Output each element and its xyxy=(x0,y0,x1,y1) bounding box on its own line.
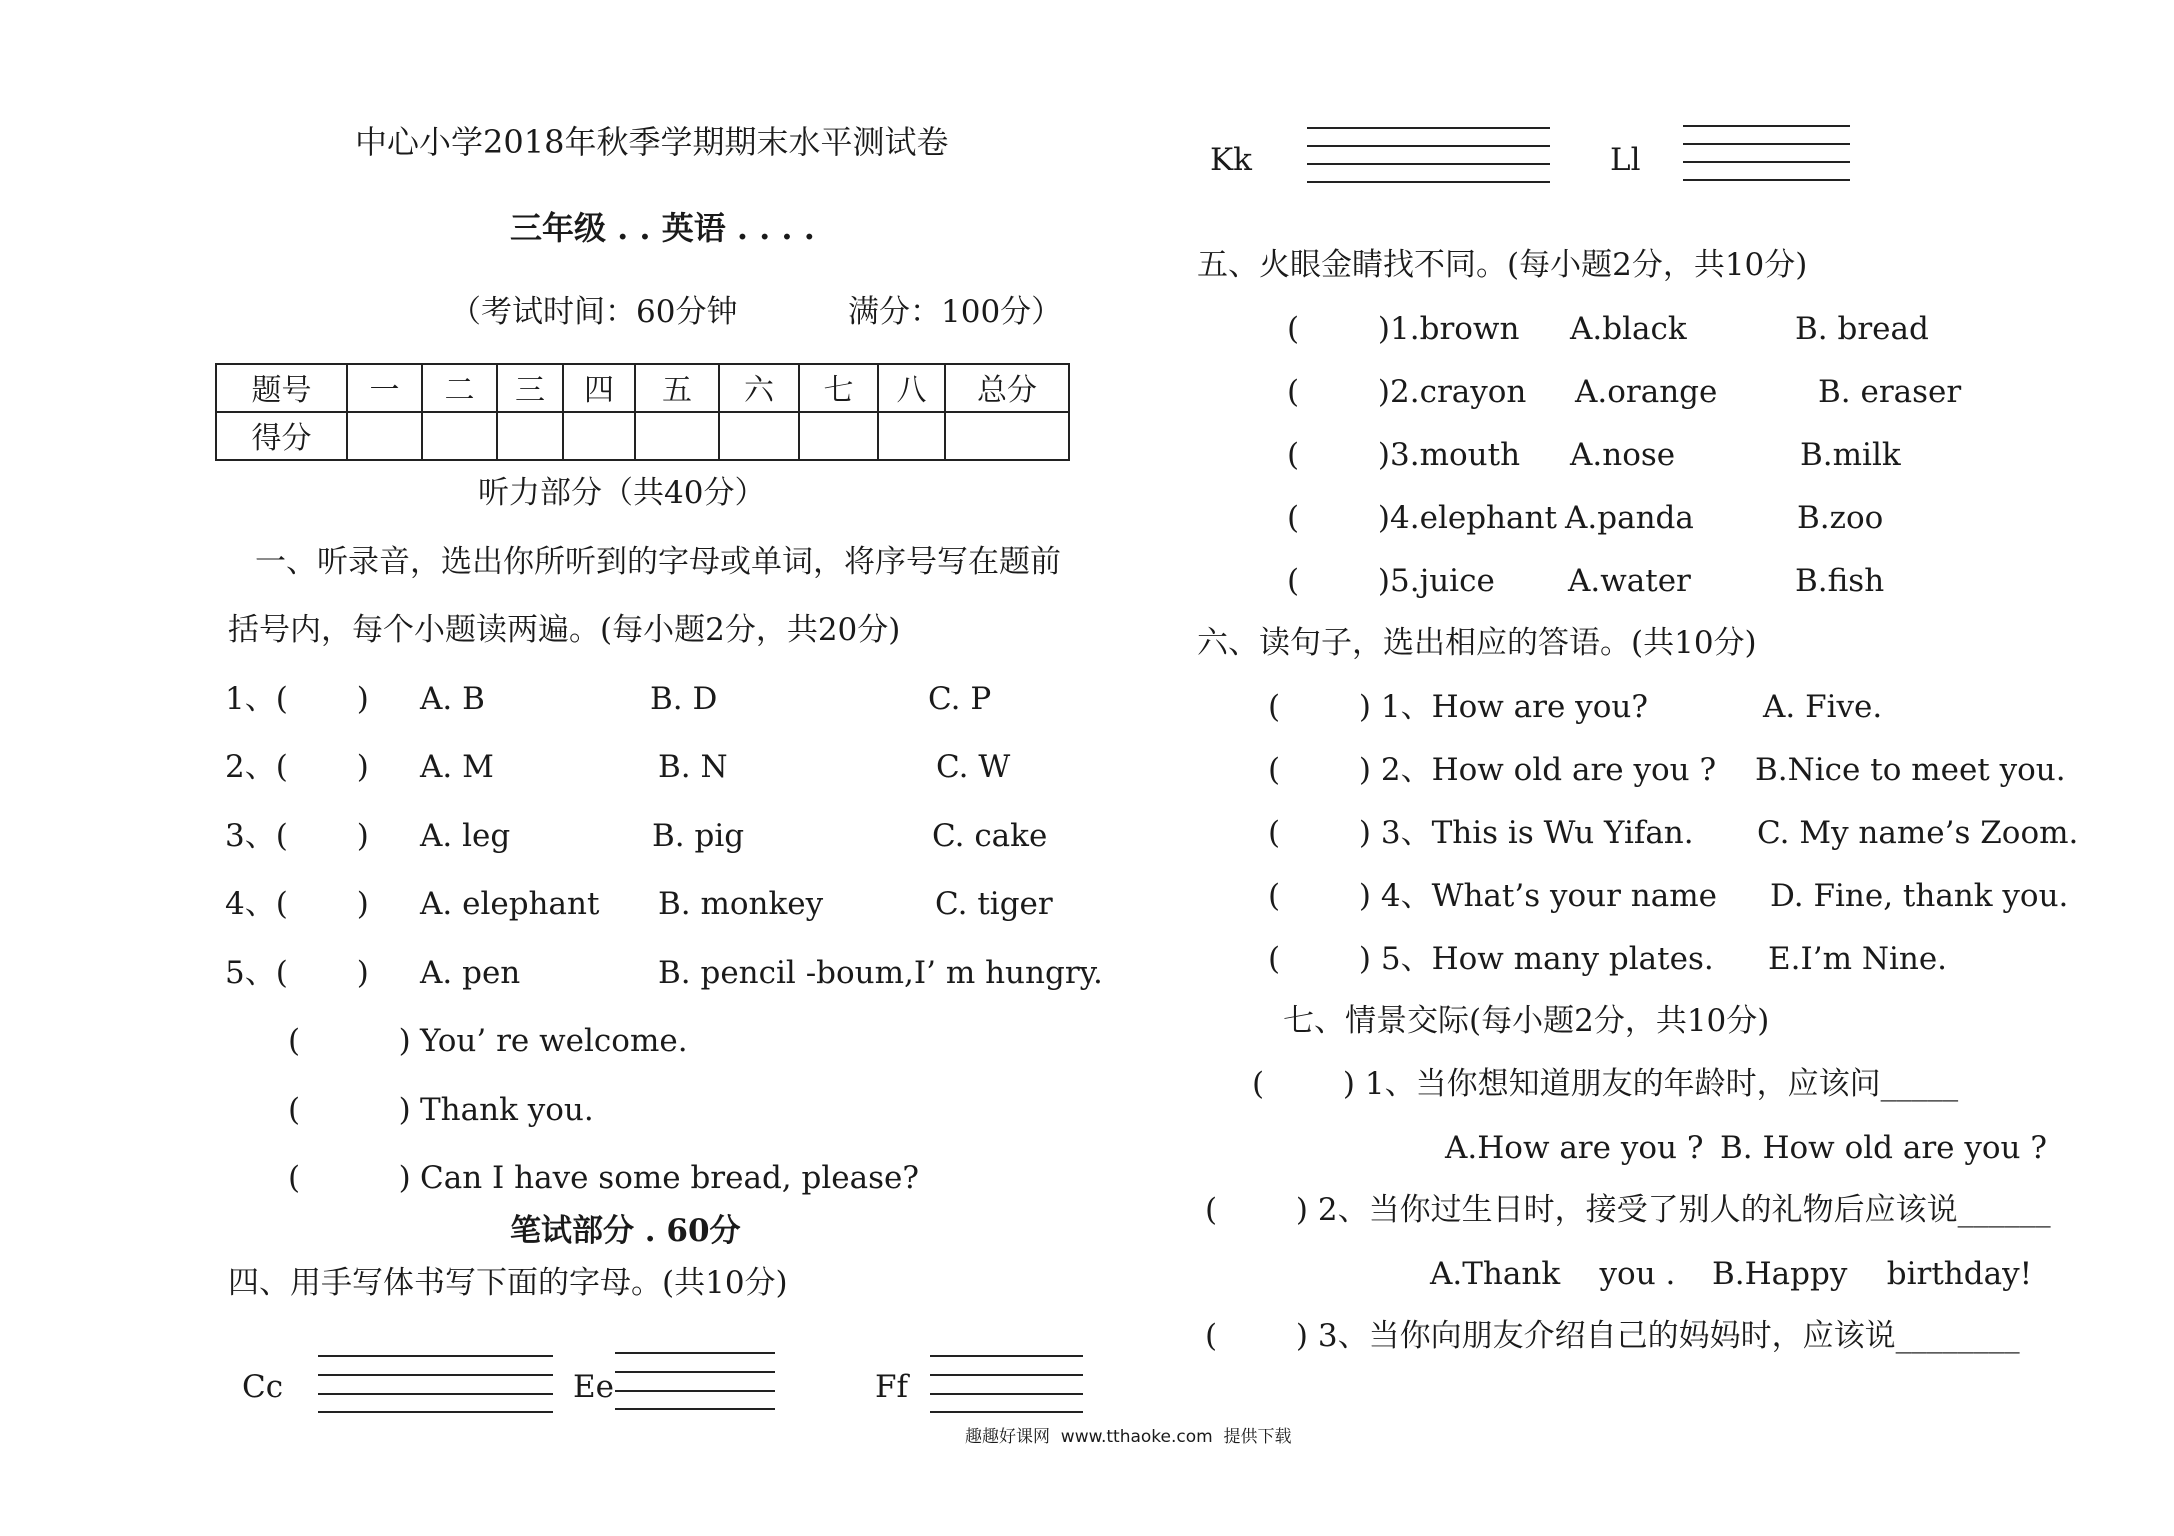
s1-option-a: A. elephant xyxy=(420,886,600,922)
handwriting-lines[interactable] xyxy=(615,1352,775,1410)
score-table-cell: 六 xyxy=(719,364,799,412)
s5-option-a: A.panda xyxy=(1565,500,1694,536)
s1-option-a: A. leg xyxy=(420,818,511,854)
handwriting-lines[interactable] xyxy=(1307,127,1550,183)
s7-q1-option-a: A.How are you ? xyxy=(1445,1130,1704,1166)
exam-full-score: 满分：100分） xyxy=(848,294,1063,330)
s7-q1-option-b: B. How old are you ? xyxy=(1720,1130,2047,1166)
letter-label: Kk xyxy=(1210,142,1252,178)
score-input-cell[interactable] xyxy=(635,412,719,460)
handwriting-lines[interactable] xyxy=(1683,125,1850,181)
score-table-cell: 七 xyxy=(799,364,878,412)
s1-option-c: C. P xyxy=(928,681,992,717)
section4-instruction: 四、用手写体书写下面的字母。(共10分) xyxy=(228,1265,788,1301)
exam-subtitle: 三年级 . . 英语 . . . . xyxy=(510,209,815,247)
s7-question-2[interactable]: ( ) 2、当你过生日时，接受了别人的礼物后应该说______ xyxy=(1205,1192,2051,1228)
handwriting-lines[interactable] xyxy=(318,1355,553,1413)
s5-option-a: A.nose xyxy=(1570,437,1676,473)
score-input-cell[interactable] xyxy=(799,412,878,460)
s1-extra-text: Can I have some bread, please? xyxy=(420,1160,919,1196)
s1-option-b: B. monkey xyxy=(658,886,824,922)
score-input-cell[interactable] xyxy=(719,412,799,460)
s6-answer: E.I’m Nine. xyxy=(1768,941,1948,977)
s1-option-a: A. M xyxy=(420,749,494,785)
s5-option-a: A.orange xyxy=(1575,374,1718,410)
s5-question[interactable]: ( )5.juice xyxy=(1287,563,1495,599)
score-table-cell: 三 xyxy=(497,364,563,412)
score-table-score-row xyxy=(216,412,1069,460)
s1-option-a: A. pen xyxy=(420,955,521,991)
s1-option-b: B. pencil -boum,I’ m hungry. xyxy=(658,955,1103,991)
s6-answer: C. My name’s Zoom. xyxy=(1757,815,2079,851)
s6-question[interactable]: ( ) 5、How many plates. xyxy=(1268,941,1714,977)
letter-label: Ff xyxy=(875,1369,908,1405)
s7-question-1[interactable]: ( ) 1、当你想知道朋友的年龄时，应该问_____ xyxy=(1252,1066,1959,1102)
section1-instruction-line1: 一、听录音，选出你所听到的字母或单词，将序号写在题前 xyxy=(255,544,1061,580)
s7-question-3[interactable]: ( ) 3、当你向朋友介绍自己的妈妈时，应该说________ xyxy=(1205,1318,2020,1354)
s7-q2-option-a: A.Thank you . xyxy=(1430,1256,1676,1292)
s6-question[interactable]: ( ) 2、How old are you ? xyxy=(1268,752,1717,788)
letter-label: Ll xyxy=(1610,142,1641,178)
score-input-cell[interactable] xyxy=(347,412,422,460)
s1-option-b: B. pig xyxy=(652,818,745,854)
s1-item-number[interactable]: 3、( ) xyxy=(225,818,369,854)
s1-extra-paren[interactable]: ( ) xyxy=(288,1092,411,1128)
score-input-cell[interactable] xyxy=(497,412,563,460)
exam-time: （考试时间：60分钟 xyxy=(450,294,738,330)
s1-extra-text: You’ re welcome. xyxy=(420,1023,688,1059)
s6-question[interactable]: ( ) 3、This is Wu Yifan. xyxy=(1268,815,1694,851)
score-input-cell[interactable] xyxy=(422,412,497,460)
s5-option-a: A.water xyxy=(1568,563,1691,599)
section7-instruction: 七、情景交际(每小题2分，共10分) xyxy=(1283,1003,1770,1039)
s1-option-c: C. tiger xyxy=(935,886,1053,922)
score-table-cell: 八 xyxy=(878,364,945,412)
s7-q2-option-b: B.Happy birthday! xyxy=(1712,1256,2033,1292)
s5-option-b: B.fish xyxy=(1795,563,1885,599)
letter-label: Ee xyxy=(573,1369,614,1405)
s5-question[interactable]: ( )2.crayon xyxy=(1287,374,1527,410)
score-table xyxy=(215,363,1070,461)
s1-extra-paren[interactable]: ( ) xyxy=(288,1023,411,1059)
score-table-cell: 五 xyxy=(635,364,719,412)
s1-item-number[interactable]: 5、( ) xyxy=(225,955,369,991)
s1-option-a: A. B xyxy=(420,681,485,717)
s6-question[interactable]: ( ) 1、How are you? xyxy=(1268,689,1648,725)
exam-title: 中心小学2018年秋季学期期末水平测试卷 xyxy=(355,123,949,161)
s1-option-c: C. cake xyxy=(932,818,1048,854)
score-table-cell: 总分 xyxy=(945,364,1069,412)
s6-question[interactable]: ( ) 4、What’s your name xyxy=(1268,878,1717,914)
s1-option-b: B. N xyxy=(658,749,728,785)
s5-option-a: A.black xyxy=(1570,311,1687,347)
listening-heading: 听力部分（共40分） xyxy=(478,475,766,511)
s1-item-number[interactable]: 4、( ) xyxy=(225,886,369,922)
s5-question[interactable]: ( )1.brown xyxy=(1287,311,1520,347)
handwriting-lines[interactable] xyxy=(930,1355,1083,1413)
score-input-cell[interactable] xyxy=(563,412,635,460)
s1-option-b: B. D xyxy=(650,681,718,717)
s5-option-b: B. eraser xyxy=(1818,374,1962,410)
s6-answer: D. Fine, thank you. xyxy=(1770,878,2069,914)
footer-source: 趣趣好课网 www.tthaoke.com 提供下载 xyxy=(965,1427,1292,1447)
score-table-cell: 四 xyxy=(563,364,635,412)
s1-extra-text: Thank you. xyxy=(420,1092,594,1128)
s5-option-b: B.zoo xyxy=(1797,500,1884,536)
s1-option-c: C. W xyxy=(936,749,1011,785)
section1-instruction-line2: 括号内，每个小题读两遍。(每小题2分，共20分) xyxy=(228,612,901,648)
score-input-cell[interactable] xyxy=(878,412,945,460)
s5-question[interactable]: ( )4.elephant xyxy=(1287,500,1557,536)
s6-answer: B.Nice to meet you. xyxy=(1755,752,2066,788)
score-table-cell: 得分 xyxy=(216,412,347,460)
section5-instruction: 五、火眼金睛找不同。(每小题2分，共10分) xyxy=(1197,247,1808,283)
s5-option-b: B.milk xyxy=(1800,437,1901,473)
score-table-cell: 二 xyxy=(422,364,497,412)
score-input-cell[interactable] xyxy=(945,412,1069,460)
s1-item-number[interactable]: 2、( ) xyxy=(225,749,369,785)
written-heading: 笔试部分 . 60分 xyxy=(510,1213,741,1249)
score-table-cell: 一 xyxy=(347,364,422,412)
section6-instruction: 六、读句子，选出相应的答语。(共10分) xyxy=(1197,625,1757,661)
score-table-cell: 题号 xyxy=(216,364,347,412)
s5-option-b: B. bread xyxy=(1795,311,1929,347)
score-table-header-row xyxy=(216,364,1069,412)
s1-item-number[interactable]: 1、( ) xyxy=(225,681,369,717)
s1-extra-paren[interactable]: ( ) xyxy=(288,1160,411,1196)
s6-answer: A. Five. xyxy=(1763,689,1883,725)
letter-label: Cc xyxy=(242,1369,284,1405)
s5-question[interactable]: ( )3.mouth xyxy=(1287,437,1521,473)
